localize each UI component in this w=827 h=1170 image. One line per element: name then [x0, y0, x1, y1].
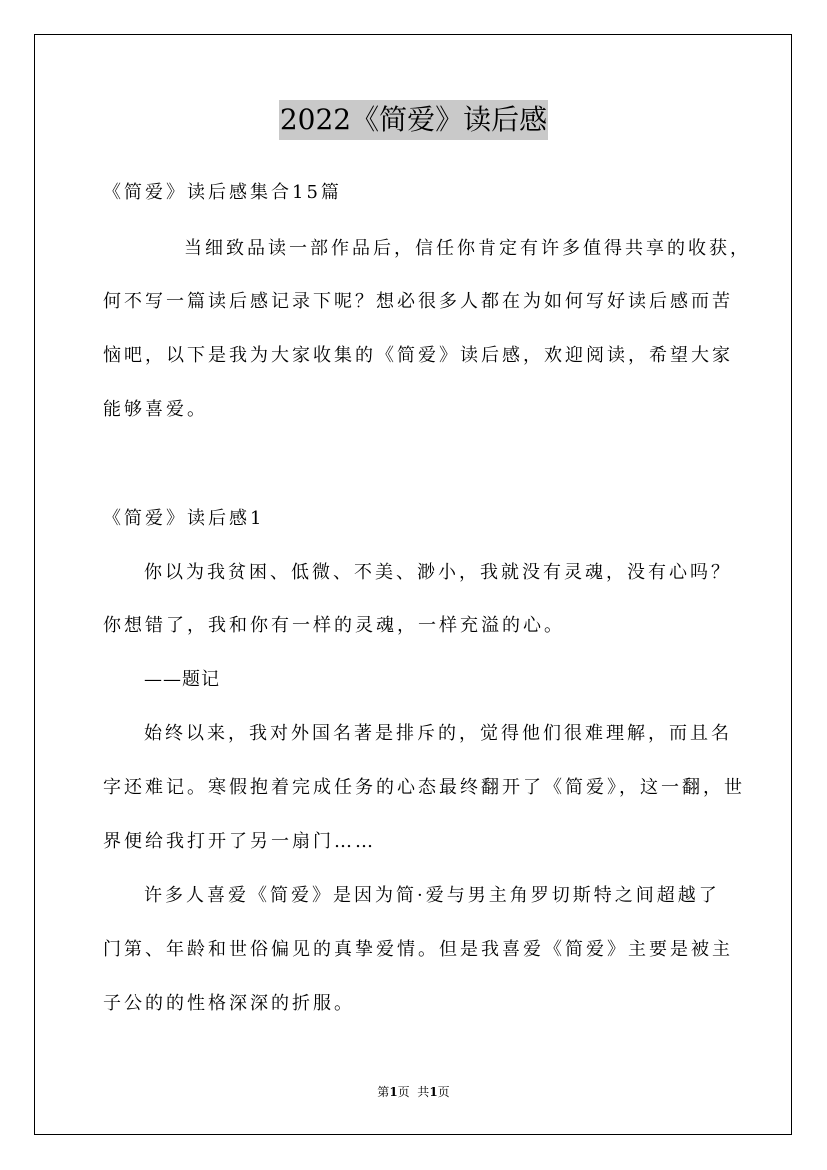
- collection-heading: 《简爱》读后感集合15篇: [103, 182, 342, 203]
- footer-page-total: 1: [429, 1085, 438, 1099]
- quote-line-2: 你想错了，我和你有一样的灵魂，一样充溢的心。: [103, 615, 565, 636]
- intro-line-1: 当细致品读一部作品后，信任你肯定有许多值得共享的收获，: [184, 238, 751, 259]
- paragraph3-line-3: 子公的的性格深深的折服。: [103, 993, 355, 1014]
- footer-page-suffix: 页: [437, 1085, 450, 1099]
- footer-page-mid: 页 共: [397, 1085, 430, 1099]
- intro-line-2: 何不写一篇读后感记录下呢？想必很多人都在为如何写好读后感而苦: [103, 291, 733, 312]
- paragraph2-line-2: 字还难记。寒假抱着完成任务的心态最终翻开了《简爱》，这一翻，世: [103, 777, 745, 798]
- footer-page-prefix: 第: [377, 1085, 390, 1099]
- document-title: 2022《简爱》读后感: [279, 100, 548, 140]
- quote-line-1: 你以为我贫困、低微、不美、渺小，我就没有灵魂，没有心吗？: [144, 562, 732, 583]
- epigraph: ——题记: [144, 669, 220, 690]
- section-heading: 《简爱》读后感1: [103, 508, 265, 529]
- page-footer: [0, 1084, 827, 1100]
- paragraph2-line-1: 始终以来，我对外国名著是排斥的，觉得他们很难理解，而且名: [144, 723, 732, 744]
- paragraph2-line-3: 界便给我打开了另一扇门……: [103, 831, 376, 852]
- footer-page-number: 1: [389, 1085, 398, 1099]
- title-container: [0, 100, 827, 140]
- intro-line-4: 能够喜爱。: [103, 399, 208, 420]
- paragraph3-line-1: 许多人喜爱《简爱》是因为简·爱与男主角罗切斯特之间超越了: [144, 885, 720, 906]
- paragraph3-line-2: 门第、年龄和世俗偏见的真挚爱情。但是我喜爱《简爱》主要是被主: [103, 939, 733, 960]
- intro-line-3: 恼吧，以下是我为大家收集的《简爱》读后感，欢迎阅读，希望大家: [103, 345, 733, 366]
